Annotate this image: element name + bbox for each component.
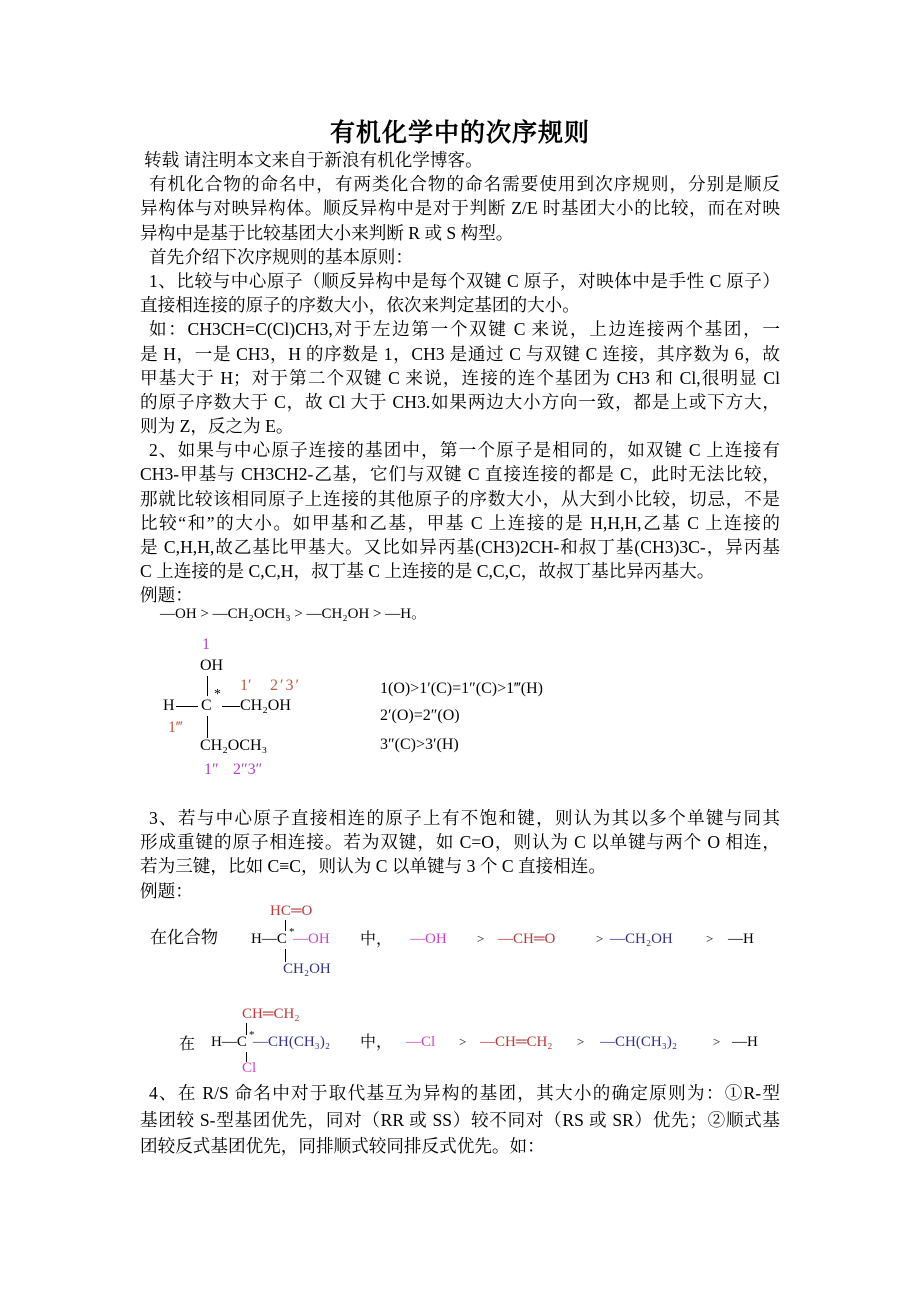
group-ch2och3: CH₂OCH₃: [200, 737, 268, 754]
paragraph-rule4: [140, 1080, 780, 1160]
text-line: 1、比较与中心原子（顺反异构中是每个双键 C 原子，对映体中是手性 C 原子）: [149, 270, 780, 291]
row2-group-1: —Cl: [406, 1034, 436, 1050]
text-line: C 上连接的是 C,C,H，叔丁基 C 上连接的是 C,C,C，故叔丁基比异丙基大。: [140, 561, 715, 582]
row1-right-group: —OH: [293, 931, 330, 947]
text-line: 转载 请注明本文来自于新浪有机化学博客。: [144, 150, 483, 170]
text-line: 例题：: [140, 585, 193, 606]
priority-order: —OH > —CH₂OCH₃ > —CH₂OH > —H。: [160, 606, 427, 622]
text-line: 甲基大于 H；对于第二个双键 C 来说，连接的连个基团为 CH3 和 Cl,很明显 Cl: [140, 367, 780, 388]
text-line: 如：CH3CH=C(Cl)CH3,对于左边第一个双键 C 来说，上边连接两个基团，一: [149, 319, 780, 340]
text-line: 的原子序数大于 C，故 Cl 大于 CH3.如果两边大小方向一致，都是上或下方大，: [140, 391, 780, 412]
text-line: 比较“和”的大小。如甲基和乙基，甲基 C 上连接的是 H,H,H,乙基 C 上连接的: [140, 512, 780, 533]
bond-line: [176, 706, 198, 707]
gt-sign: >: [596, 931, 604, 946]
text-line: 团较反式基团优先，同排顺式较同排反式优先。如：: [140, 1136, 545, 1156]
text-line: 2、如果与中心原子连接的基团中，第一个原子是相同的，如双键 C 上连接有: [149, 440, 780, 461]
chiral-carbon: C: [201, 697, 212, 714]
group-oh: OH: [200, 657, 224, 674]
text-line: 例题：: [140, 880, 193, 901]
label-1-prime: 1′: [240, 677, 252, 694]
text-line: 异构中是基于比较基团大小来判断 R 或 S 构型。: [140, 222, 514, 243]
text-line: 形成重键的原子相连接。若为双键，如 C=O，则认为 C 以单键与两个 O 相连，: [140, 832, 780, 853]
label-2-3-double-prime: 2″3″: [233, 761, 263, 778]
label-1: 1: [202, 636, 210, 653]
document-title: 有机化学中的次序规则: [329, 120, 590, 147]
gt-sign: >: [459, 1034, 467, 1049]
row2-top-group: CH═CH₂: [242, 1006, 300, 1022]
text-line: 那就比较该相同原子上连接的其他原子的序数大小，从大到小比较，切忌，不是: [140, 488, 780, 509]
gt-sign: >: [577, 1034, 585, 1049]
row1-group-3: —CH₂OH: [610, 931, 673, 947]
gt-sign: >: [713, 1034, 721, 1049]
text-line: 是 H，一是 CH3，H 的序数是 1，CH3 是通过 C 与双键 C 连接，其序数为 6，故: [140, 343, 780, 364]
row2-group-2: —CH═CH₂: [480, 1034, 553, 1050]
text-line: CH3-甲基与 CH3CH2-乙基，它们与双键 C 直接连接的都是 C，此时无法比较，: [140, 464, 780, 485]
group-ch2oh: CH₂OH: [240, 697, 291, 714]
label-2-3-prime: 2′3′: [270, 677, 301, 694]
text-line: 直接相连接的原子的序数大小，依次来判定基团的大小。: [140, 295, 580, 316]
row2-bottom-group: Cl: [242, 1060, 257, 1076]
row2-group-3: —CH(CH₃)₂: [600, 1034, 678, 1050]
text-line: 3、若与中心原子直接相连的原子上有不饱和键，则认为其以多个单键与同其: [149, 808, 780, 828]
bond-line: [207, 716, 208, 738]
bond-line: [222, 706, 240, 707]
paragraph-intro: [140, 148, 780, 608]
row2-right-group: —CH(CH₃)₂: [253, 1034, 331, 1050]
row2-zhong: 中，: [360, 1032, 393, 1051]
rule-line-1: 1(O)>1′(C)=1″(C)>1‴(H): [380, 680, 543, 697]
text-line: 若为三键，比如 C≡C，则认为 C 以单键与 3 个 C 直接相连。: [140, 856, 606, 877]
row1-group-1: —OH: [410, 931, 447, 947]
row1-group-4: —H: [728, 931, 754, 947]
row1-zhong: 中，: [360, 929, 393, 948]
text-line: 首先介绍下次序规则的基本原则：: [149, 246, 413, 267]
label-1-triple-prime: 1‴: [168, 719, 183, 736]
atom-h: H: [163, 697, 175, 714]
row1-top-group: HC═O: [270, 903, 313, 919]
row1-group-2: —CH═O: [498, 931, 556, 947]
text-line: 是 C,H,H,故乙基比甲基大。又比如异丙基(CH3)2CH-和叔丁基(CH3)3C-，异丙基: [140, 537, 780, 557]
text-line: 4、在 R/S 命名中对于取代基互为异构的基团，其大小的确定原则为：①R-型: [149, 1083, 780, 1103]
row1-bottom-group: CH₂OH: [283, 961, 331, 977]
row2-intro: 在: [179, 1034, 196, 1053]
gt-sign: >: [706, 931, 714, 946]
text-line: 则为 Z，反之为 E。: [140, 416, 294, 437]
row1-center: H—C: [251, 931, 287, 947]
paragraph-rule3: [140, 806, 780, 903]
bond-line: [207, 676, 208, 696]
gt-sign: >: [477, 931, 485, 946]
row1-intro: 在化合物: [150, 928, 218, 948]
row1-chiral-star: *: [289, 926, 295, 938]
text-line: 有机化合物的命名中，有两类化合物的命名需要使用到次序规则，分别是顺反: [149, 174, 780, 195]
chiral-star: *: [214, 687, 221, 702]
text-line: 基团较 S-型基团优先，同对（RR 或 SS）较不同对（RS 或 SR）优先；②顺式基: [140, 1109, 780, 1130]
rule-line-2: 2′(O)=2″(O): [380, 707, 460, 724]
row2-center: H—C: [211, 1034, 247, 1050]
text-line: 异构体与对映异构体。顺反异构中是对于判断 Z/E 时基团大小的比较，而在对映: [140, 198, 780, 219]
rule-line-3: 3″(C)>3′(H): [380, 736, 459, 753]
row2-group-4: —H: [732, 1034, 758, 1050]
bond-line: [285, 920, 286, 931]
label-1-double-prime: 1″: [204, 761, 219, 778]
row2-chiral-star: *: [249, 1029, 255, 1041]
